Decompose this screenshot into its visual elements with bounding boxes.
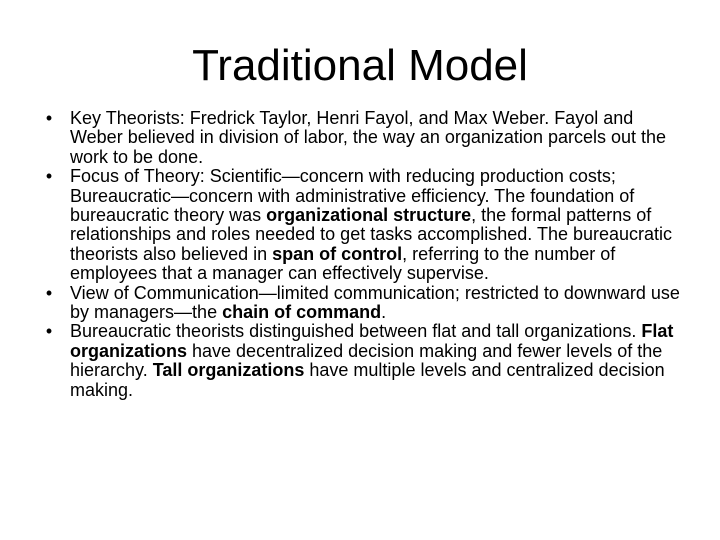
bullet-list xyxy=(45,108,690,400)
bullet-dot-icon: • xyxy=(45,282,53,303)
slide-title: Traditional Model xyxy=(192,41,528,90)
bullet-item xyxy=(45,108,690,167)
bullet-item xyxy=(45,166,690,284)
bullet-text-segment: have multiple levels and centralized decision making. xyxy=(70,360,665,400)
bullet-text-segment: Key Theorists: Fredrick Taylor, Henri Fayol, and Max Weber. Fayol and Weber believed in division of labor, the way an organization parcels out the work to be done. xyxy=(70,108,667,167)
bullet-item xyxy=(45,282,690,323)
bold-term: organizational structure xyxy=(266,205,472,226)
bullet-dot-icon: • xyxy=(45,108,53,128)
bullet-text-segment: , the formal patterns of relationships and roles needed to get tasks accomplished. The bureaucratic theorists also believed in xyxy=(70,205,673,264)
bullet-text xyxy=(70,321,673,399)
bullet-text xyxy=(70,283,680,322)
bullet-item xyxy=(45,321,690,400)
bold-term: Flat organizations xyxy=(70,321,674,361)
bullet-text-segment: Bureaucratic theorists distinguished between flat and tall organizations. xyxy=(70,321,642,342)
bullet-text xyxy=(70,166,672,283)
bullet-dot-icon: • xyxy=(45,321,53,342)
bullet-dot-icon: • xyxy=(45,166,53,187)
bullet-text-segment: View of Communication—limited communication; restricted to downward use by managers—the xyxy=(70,282,680,323)
bold-term: Tall organizations xyxy=(152,360,305,381)
bullet-text xyxy=(70,108,666,167)
bold-term: span of control xyxy=(272,243,403,264)
bold-term: chain of command xyxy=(222,302,382,323)
bullet-text-segment: , referring to the number of employees that a manager can effectively supervise. xyxy=(70,243,616,284)
bullet-text-segment: Focus of Theory: Scientific—concern with reducing production costs; Bureaucratic—concern with administrative efficiency. The foundation of bureaucratic theory was xyxy=(70,166,635,226)
bullet-text-segment: have decentralized decision making and fewer levels of the hierarchy. xyxy=(70,340,663,381)
bullet-text-segment: . xyxy=(381,302,387,323)
